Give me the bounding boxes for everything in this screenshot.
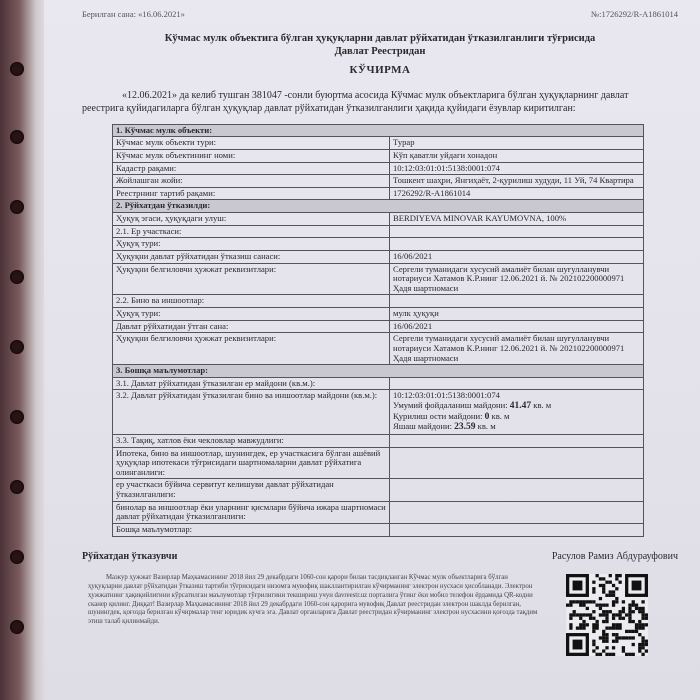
title-line-2: Давлат Реестридан [334,45,426,57]
table-row [113,162,644,175]
building-area-row [113,390,644,435]
binder-hole [10,340,24,354]
document-subtitle: КЎЧИРМА [349,64,411,77]
table-cell: ер участкаси бўйича сервитут келишуви давлат рўйхатидан ўтказилганлиги: [113,479,390,501]
signature-row [82,551,678,563]
table-cell: Реестрнинг тартиб рақами: [113,187,390,200]
document-page [44,0,700,700]
table-row [113,308,644,321]
issue-date: Берилган сана: «16.06.2021» [82,9,185,19]
table-cell: Ипотека, бино ва иншоотлар, шунингдек, ер участкасига бўлган ашёвий ҳуқуқлар ипотекаси тўғрисидаги шартномаларни давлат рўйхатига олинганлиги: [113,447,390,479]
table-cell: мулк ҳуқуқи [390,308,644,321]
subsection-row [113,295,644,308]
table-cell: Ҳуқуқни белгиловчи ҳужжат реквизитлари: [113,263,390,295]
table-row [113,523,644,536]
table-row [113,447,644,479]
table-cell [390,225,644,238]
table-cell: Сергели туманидаги хусусий амалиёт билан шуғулланувчи нотариуси Хатамов К.Р.нинг 12.06.2021 й. № 202102200000971 Ҳадя шартномаси [390,333,644,365]
registrar-label: Рўйхатдан ўтказувчи [82,550,178,562]
table-row [113,250,644,263]
table-cell [390,238,644,251]
table-cell: Жойлашган жойи: [113,175,390,188]
binder-hole [10,410,24,424]
table-cell: Кўчмас мулк объектининг номи: [113,149,390,162]
table-cell: Давлат рўйхатидан ўтган сана: [113,320,390,333]
registry-table [112,124,644,537]
total-area: Умумий фойдаланиш майдони: 41.47 кв. м [393,400,552,412]
table-cell: 16/06/2021 [390,320,644,333]
binder-hole [10,620,24,634]
binder-hole [10,550,24,564]
binder-hole [10,62,24,76]
binder-hole [10,270,24,284]
land-area-row [113,377,644,390]
table-row [113,149,644,162]
binder-hole [10,480,24,494]
table-cell: 2.2. Бино ва иншоотлар: [113,295,390,308]
title-line-1: Кўчмас мулк объектига бўлган ҳуқуқларни давлат рўйхатидан ўтказилганлиги тўғрисида [164,32,596,44]
table-cell [390,523,644,536]
table-cell: Кўчмас мулк объекти тури: [113,137,390,150]
living-area: Яшаш майдони: 23.59 кв. м [393,421,496,433]
table-cell [390,295,644,308]
table-cell: Кўп қаватли уйдаги хонадон [390,149,644,162]
table-row [113,501,644,523]
built-area: Қурилиш ости майдони: 0 кв. м [393,410,510,422]
table-row [113,479,644,501]
cadastre-number: 10:12:03:01:01:5138:0001:074 [393,390,500,401]
table-cell [390,390,644,435]
qr-code-icon[interactable] [566,574,648,656]
table-row [113,238,644,251]
table-cell [390,377,644,390]
table-cell [390,479,644,501]
section-header-row [113,200,644,213]
binder-strip [0,0,48,700]
subsection-row [113,225,644,238]
table-cell: Кадастр рақами: [113,162,390,175]
table-cell: 1726292/R-A1861014 [390,187,644,200]
table-cell: Тошкент шаҳри, Янгиҳаёт, 2-қурилиш худуди, 11 Уй, 74 Квартира [390,175,644,188]
document-number: №:1726292/R-A1861014 [591,9,678,19]
binder-hole [10,200,24,214]
footer-note: Мазкур ҳужжат Вазирлар Маҳкамасининг 2018 йил 29 декабрдаги 1060-сон қарори билан тасдиқланган Кўчмас мулк объектларига бўлган ҳуқуқларни давлат рўйхатидан ўтказиш тартиби тўғрисидаги низомга мувофиқ шакллантирилган кўчирманинг электрон нусхаси ҳисобланади. Электрон ҳужжатнинг ҳақиқийлигини кўрсатилган маълумотлар тўғрилигини текшириш учун davreestr.uz порталига ўтинг ёки мобил телефон ёрдамида QR-кодни сканер қилинг. Диққат! Вазирлар Маҳкамасининг 2018 йил 29 декабрдаги 1060-сон қарорига мувофиқ Давлат реестридан электрон шаклда берилган, шунингдек, қоғозда берилган кўчирмалар тенг юридик кучга эга. Давлат органларига Давлат реестридан кўчирманинг электрон нусхасини қоғозда тақдим этиш талаб қилинмайди. [88,574,538,626]
table-cell [390,447,644,479]
table-cell: Ҳуқуқ эгаси, ҳуқуқдаги улуш: [113,213,390,226]
table-row [113,263,644,295]
table-cell [390,501,644,523]
table-cell: 3.2. Давлат рўйхатидан ўтказилган бино ва иншоотлар майдони (кв.м.): [113,390,390,435]
table-cell: бинолар ва иншоотлар ёки уларнинг қисмлари бўйича ижара шартномаси давлат рўйхатидан ўтказилганлиги: [113,501,390,523]
document-title [82,32,678,58]
table-cell: 10:12:03:01:01:5138:0001:074 [390,162,644,175]
footer [82,574,678,656]
table-cell: 3.1. Давлат рўйхатидан ўтказилган ер майдони (кв.м.): [113,377,390,390]
table-row [113,137,644,150]
header-line [82,10,678,20]
table-row [113,187,644,200]
intro-paragraph: «12.06.2021» да келиб тушган 381047 -сонли буюртма асосида Кўчмас мулк объектларига бўлган ҳуқуқларнинг давлат реестрига қуйидагиларга бўлган ҳуқуқлар давлат рўйхатидан ўтказилганлиги ҳақида қуйидаги ёзувлар киритилган: [82,89,629,115]
table-row [113,320,644,333]
table-cell: Бошқа маълумотлар: [113,523,390,536]
table-cell: Сергели туманидаги хусусий амалиёт билан шуғулланувчи нотариуси Хатамов К.Р.нинг 12.06.2021 й. № 202102200000971 Ҳадя шартномаси [390,263,644,295]
table-cell: 3. Бошқа маълумотлар: [113,365,644,378]
table-cell [390,434,644,447]
table-cell: Турар [390,137,644,150]
subsection-row [113,434,644,447]
table-cell: Ҳуқуқни белгиловчи ҳужжат реквизитлари: [113,333,390,365]
table-cell: 3.3. Тақиқ, хатлов ёки чекловлар мавжудлиги: [113,434,390,447]
table-cell: Ҳуқуқни давлат рўйхатидан ўтказиш санаси: [113,250,390,263]
table-cell: 2. Рўйхатдан ўтказилди: [113,200,644,213]
holder-row [113,213,644,226]
registrar-name: Расулов Рамиз Абдурауфович [551,550,678,562]
table-cell: 2.1. Ер участкаси: [113,225,390,238]
section-header-row [113,124,644,137]
table-cell: Ҳуқуқ тури: [113,308,390,321]
table-row [113,333,644,365]
binder-hole [10,130,24,144]
table-cell: 1. Кўчмас мулк объекти: [113,124,644,137]
table-cell: 16/06/2021 [390,250,644,263]
table-row [113,175,644,188]
section-header-row [113,365,644,378]
table-cell: BERDIYEVA MINOVAR KAYUMOVNA, 100% [390,213,644,226]
table-cell: Ҳуқуқ тури: [113,238,390,251]
